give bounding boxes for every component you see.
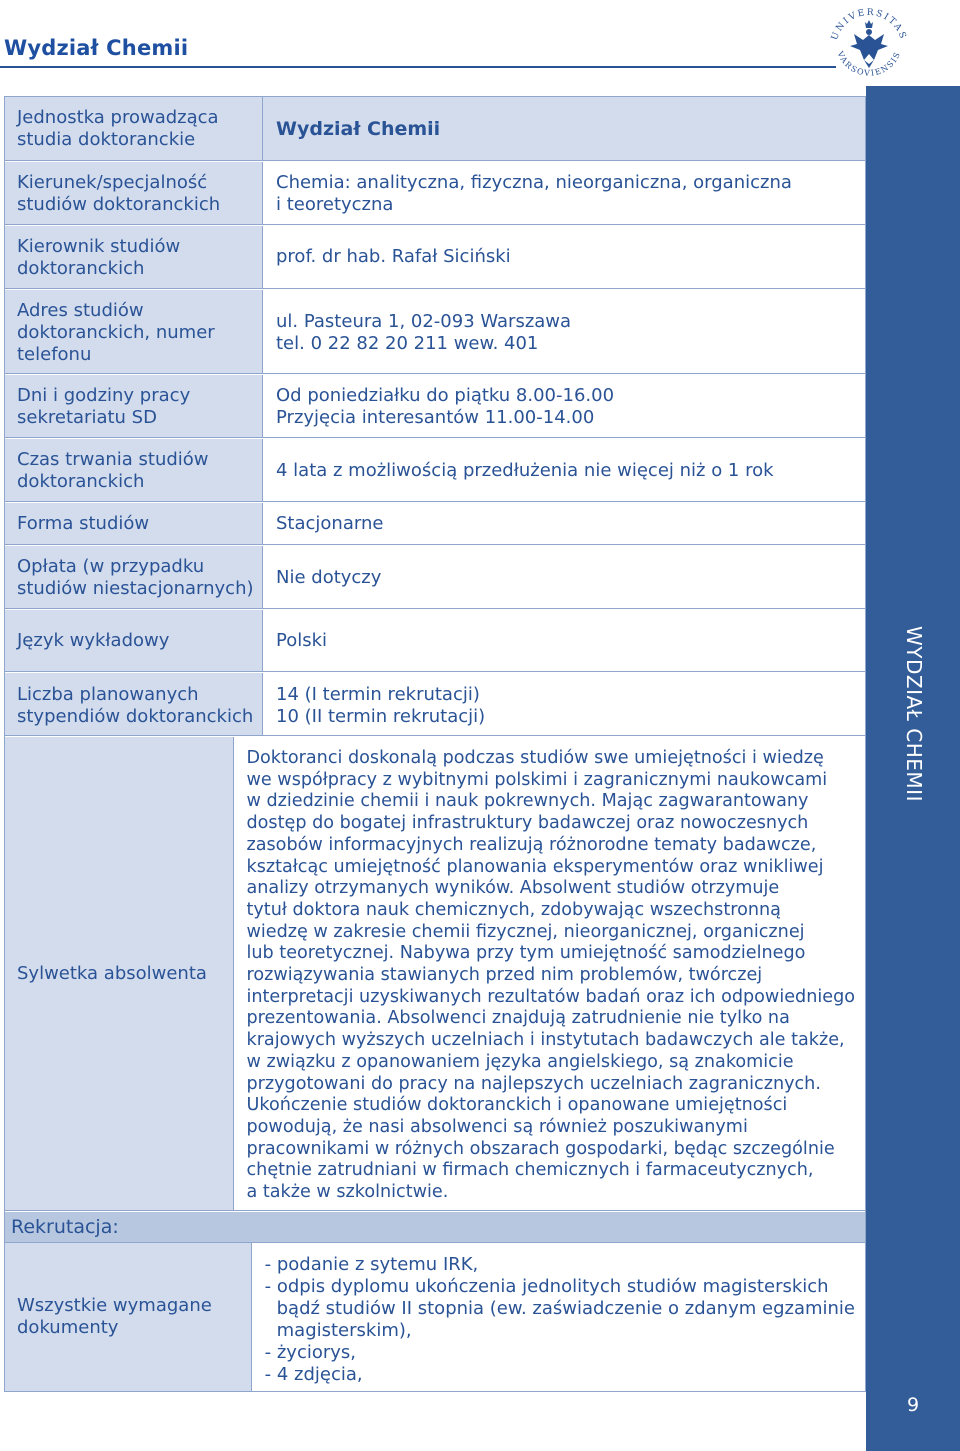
row-value: Chemia: analityczna, fizyczna, nieorganiczna, organiczna i teoretyczna xyxy=(263,162,865,225)
info-table xyxy=(4,96,866,1392)
table-row-form xyxy=(5,503,865,546)
row-label: Czas trwania studiów doktoranckich xyxy=(5,439,263,502)
page-number: 9 xyxy=(906,1394,920,1416)
row-label: Adres studiów doktoranckich, numer telefonu xyxy=(5,290,263,374)
header-rule xyxy=(0,66,836,68)
table-row-scholarships xyxy=(5,673,865,737)
row-label: Kierownik studiów doktoranckich xyxy=(5,226,263,289)
page-title: Wydział Chemii xyxy=(4,36,189,60)
documents-list xyxy=(252,1243,865,1391)
row-value: ul. Pasteura 1, 02-093 Warszawa tel. 0 22 82 20 211 wew. 401 xyxy=(263,290,865,374)
row-value: Wydział Chemii xyxy=(263,97,865,161)
table-row-graduate-profile xyxy=(5,737,865,1212)
row-value: 4 lata z możliwością przedłużenia nie więcej niż o 1 rok xyxy=(263,439,865,502)
list-item: - podanie z sytemu IRK, xyxy=(264,1254,479,1275)
row-label: Jednostka prowadząca studia doktoranckie xyxy=(5,97,263,161)
row-value: prof. dr hab. Rafał Siciński xyxy=(263,226,865,289)
list-item: magisterskim), xyxy=(276,1320,412,1341)
row-value: Nie dotyczy xyxy=(263,546,865,609)
row-label: Forma studiów xyxy=(5,503,263,545)
row-label: Kierunek/specjalność studiów doktoranckich xyxy=(5,162,263,225)
table-row-address xyxy=(5,290,865,375)
seal-text-top: UNIVERSITAS xyxy=(829,7,909,42)
row-label: Wszystkie wymagane dokumenty xyxy=(5,1243,252,1391)
eagle-seal-icon xyxy=(826,2,912,88)
row-label: Dni i godziny pracy sekretariatu SD xyxy=(5,375,263,438)
row-value: Polski xyxy=(263,610,865,672)
list-item: bądź studiów II stopnia (ew. zaświadczenie o zdanym egzaminie xyxy=(276,1298,855,1319)
table-row-field xyxy=(5,162,865,226)
table-row-fee xyxy=(5,546,865,610)
table-row-head xyxy=(5,226,865,290)
table-row-unit xyxy=(5,97,865,162)
recruitment-heading: Rekrutacja: xyxy=(5,1212,865,1243)
list-item: - odpis dyplomu ukończenia jednolitych studiów magisterskich xyxy=(264,1276,829,1297)
table-row-duration xyxy=(5,439,865,503)
row-label: Język wykładowy xyxy=(5,610,263,672)
row-value: Stacjonarne xyxy=(263,503,865,545)
row-label: Liczba planowanych stypendiów doktoranckich xyxy=(5,673,263,736)
row-label: Opłata (w przypadku studiów niestacjonarnych) xyxy=(5,546,263,609)
table-row-hours xyxy=(5,375,865,439)
table-row-language xyxy=(5,610,865,673)
row-value: 14 (I termin rekrutacji) 10 (II termin rekrutacji) xyxy=(263,673,865,736)
list-item: - życiorys, xyxy=(264,1342,357,1363)
row-value: Od poniedziałku do piątku 8.00-16.00 Przyjęcia interesantów 11.00-14.00 xyxy=(263,375,865,438)
list-item: - 4 zdjęcia, xyxy=(264,1364,363,1385)
seal-text-bottom: VARSOVIENSIS xyxy=(835,49,903,78)
table-row-documents xyxy=(5,1243,865,1391)
side-section-label: WYDZIAŁ CHEMII xyxy=(902,626,926,802)
row-label: Sylwetka absolwenta xyxy=(5,737,234,1211)
row-value: Doktoranci doskonalą podczas studiów swe umiejętności i wiedzę we współpracy z wybitnymi polskimi i zagranicznymi naukowcami w dziedzinie chemii i nauk pokrewnych. Mając zagwarantowany dostęp do bogatej infrastruktury badawczej oraz nowoczesnych zasobów informacyjnych realizują różnorodne tematy badawcze, kształcąc umiejętność planowania eksperymentów oraz wnikliwej analizy otrzymanych wyników. Absolwent studiów otrzymuje tytuł doktora nauk chemicznych, zdobywając wszechstronną wiedzę w zakresie chemii fizycznej, nieorganicznej, organicznej lub teoretycznej. Nabywa przy tym umiejętność samodzielnego rozwiązywania stawianych przed nim problemów, twórczej interpretacji uzyskiwanych rezultatów badań oraz ich odpowiedniego prezentowania. Absolwenci znajdują zatrudnienie nie tylko na krajowych wyższych uczelniach i instytutach badawczych ale także, w związku z opanowaniem języka angielskiego, są znakomicie przygotowani do pracy na najlepszych uczelniach zagranicznych. Ukończenie studiów doktoranckich i opanowane umiejętności powodują, że nasi absolwenci są również poszukiwanymi pracownikami w różnych obszarach gospodarki, będąc szczególnie chętnie zatrudniani w firmach chemicznych i farmaceutycznych, a także w szkolnictwie. xyxy=(234,737,866,1211)
